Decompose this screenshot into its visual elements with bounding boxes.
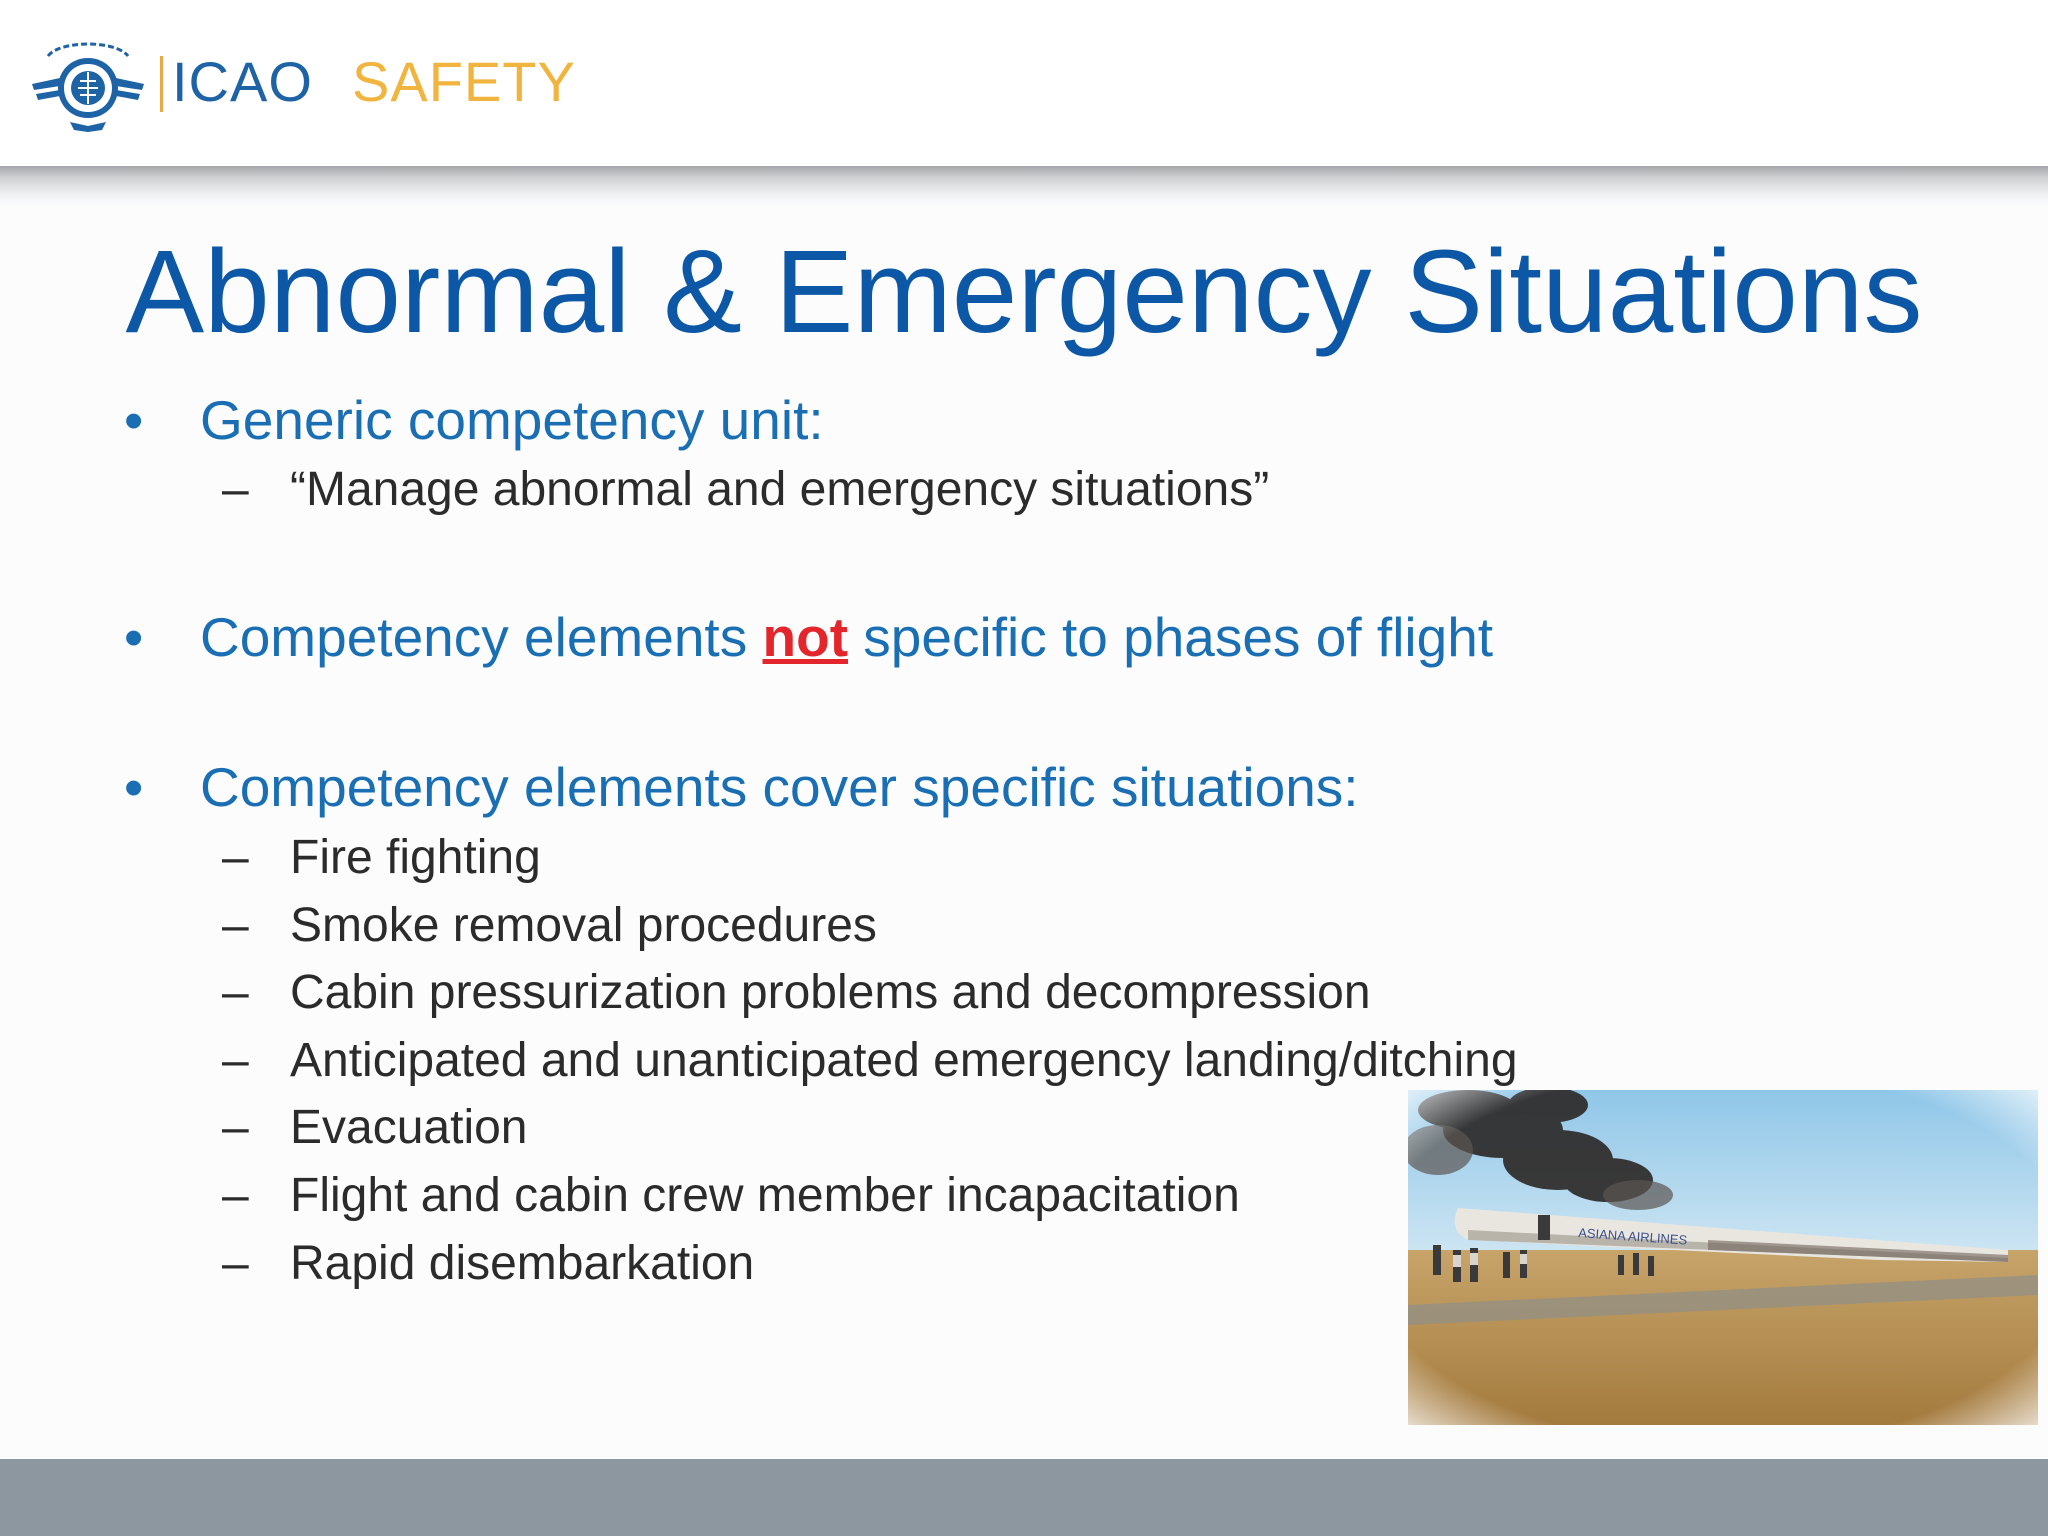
subitem-text: Smoke removal procedures <box>290 899 877 952</box>
subitem-text: “Manage abnormal and emergency situations” <box>290 463 1270 516</box>
footer-bar <box>0 1459 2048 1536</box>
bullet-text: Generic competency unit: <box>200 389 824 451</box>
brand-divider <box>160 56 163 112</box>
dash-glyph: – <box>222 831 249 884</box>
subitem-text: Cabin pressurization problems and decompression <box>290 966 1371 1019</box>
subitem-text: Flight and cabin crew member incapacitation <box>290 1169 1240 1222</box>
dash-glyph: – <box>222 966 249 1019</box>
header <box>0 0 2048 168</box>
icao-emblem-icon <box>30 28 146 144</box>
bullet-text <box>200 605 1493 669</box>
subitem-text: Fire fighting <box>290 831 541 884</box>
subitem-text: Evacuation <box>290 1101 528 1154</box>
brand-name: ICAO <box>172 50 313 113</box>
bullet-text: Competency elements cover specific situations: <box>200 756 1359 818</box>
aircraft-evacuation-photo <box>1408 1090 2038 1425</box>
header-divider <box>0 166 2048 206</box>
dash-glyph: – <box>222 1034 249 1087</box>
dash-glyph: – <box>222 1237 249 1290</box>
dash-glyph: – <box>222 899 249 952</box>
bullet-glyph: • <box>124 389 144 451</box>
bullet-glyph: • <box>124 756 144 818</box>
subitem-text: Rapid disembarkation <box>290 1237 755 1290</box>
emphasis-not: not <box>762 606 849 668</box>
subitem-text: Anticipated and unanticipated emergency landing/ditching <box>290 1034 1518 1087</box>
bullet-text-after: specific to phases of flight <box>848 606 1494 668</box>
dash-glyph: – <box>222 1169 249 1222</box>
brand-tag: SAFETY <box>352 50 576 113</box>
slide-title: Abnormal & Emergency Situations <box>125 226 1923 358</box>
bullet-text-before: Competency elements <box>200 606 763 668</box>
bullet-glyph: • <box>124 606 144 668</box>
dash-glyph: – <box>222 1101 249 1154</box>
dash-glyph: – <box>222 463 249 516</box>
